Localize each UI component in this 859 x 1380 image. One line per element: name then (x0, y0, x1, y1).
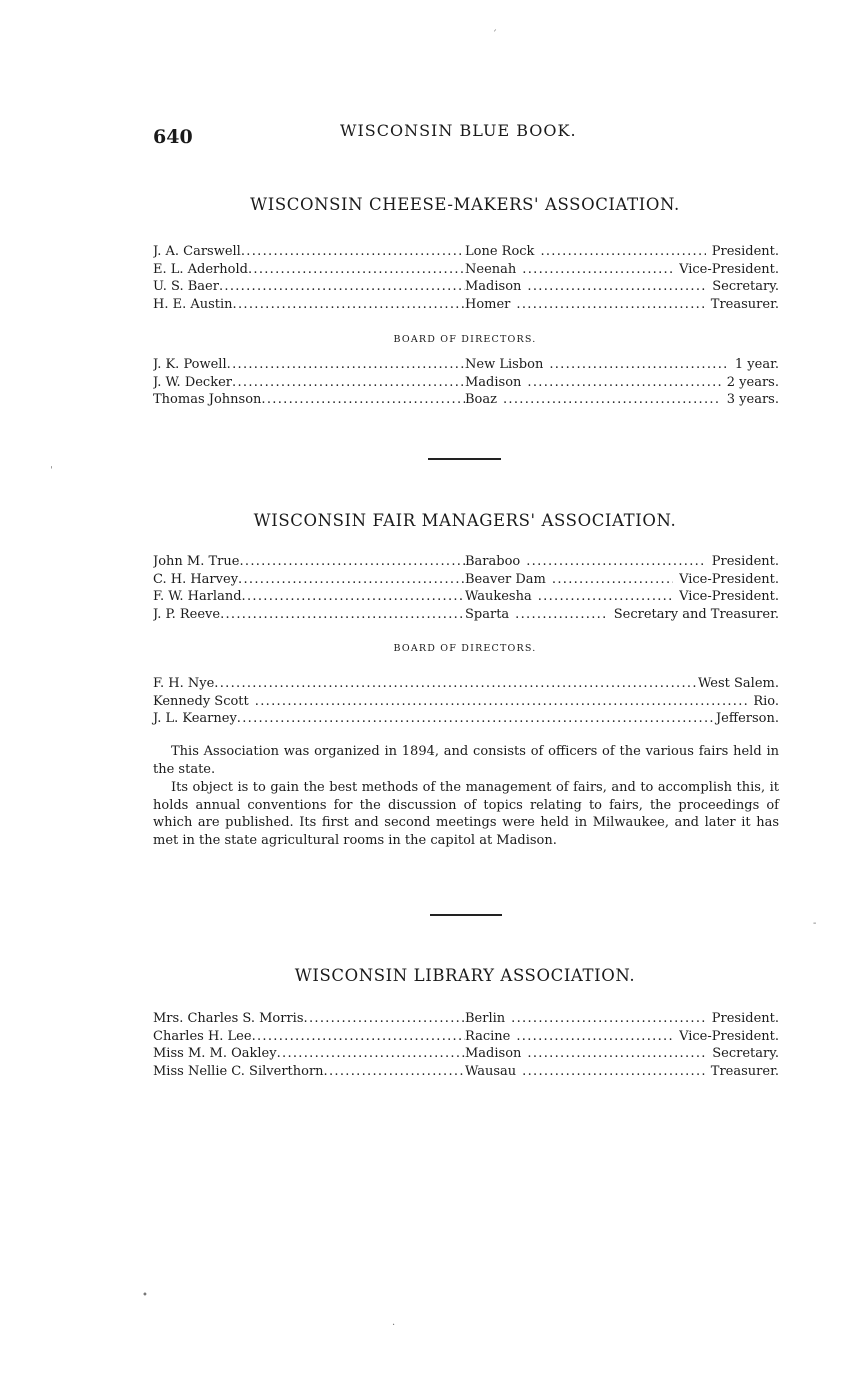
director-name: J. W. Decker (153, 374, 233, 390)
cheese-makers-board (153, 356, 779, 409)
director-row (153, 374, 779, 392)
officer-office: Vice-President. (679, 261, 779, 277)
scan-speck: ˊ (492, 30, 497, 41)
officer-row (153, 1028, 779, 1046)
officer-row (153, 261, 779, 279)
officer-row (153, 606, 779, 624)
officer-office: Treasurer. (710, 296, 779, 312)
director-place: West Salem. (698, 676, 779, 691)
fair-managers-officers (153, 553, 779, 623)
page-number: 640 (153, 126, 193, 148)
officer-place: Baraboo (465, 554, 521, 569)
officer-row (153, 1045, 779, 1063)
cheese-makers-officers (153, 243, 779, 313)
officer-row (153, 571, 779, 589)
director-place: Jefferson. (715, 711, 779, 726)
officer-row (153, 296, 779, 314)
officer-place: Sparta (465, 606, 510, 622)
director-row (153, 693, 779, 711)
officer-office: President. (711, 554, 779, 569)
officer-name: C. H. Harvey (153, 571, 239, 587)
running-title: WISCONSIN BLUE BOOK. (340, 121, 577, 140)
fair-managers-board (153, 675, 779, 728)
section-divider (430, 914, 502, 916)
fair-managers-board-title: BOARD OF DIRECTORS. (393, 643, 537, 654)
officer-name: Miss M. M. Oakley (153, 1046, 277, 1061)
officer-office: Secretary. (712, 279, 779, 294)
library-title: WISCONSIN LIBRARY ASSOCIATION. (294, 966, 636, 985)
director-row (153, 710, 779, 728)
officer-place: Lone Rock (465, 244, 535, 259)
officer-office: Vice-President. (679, 571, 779, 587)
scan-speck: · (392, 1320, 396, 1331)
officer-row (153, 1010, 779, 1028)
director-term: 1 year. (734, 357, 779, 372)
officer-office: Vice-President. (679, 1028, 779, 1044)
officer-name: F. W. Harland (153, 589, 242, 604)
officer-office: Secretary. (712, 1046, 779, 1061)
officer-row (153, 278, 779, 296)
director-place: Madison (465, 374, 522, 390)
director-name: F. H. Nye (153, 676, 215, 691)
director-row (153, 356, 779, 374)
officer-place: Madison (465, 1046, 522, 1061)
officer-name: E. L. Aderhold (153, 261, 248, 277)
officer-place: Berlin (465, 1011, 506, 1026)
officer-office: Secretary and Treasurer. (613, 606, 779, 622)
director-term: 3 years. (726, 392, 779, 407)
library-officers (153, 1010, 779, 1080)
officer-place: Waukesha (465, 589, 532, 604)
officer-place: Beaver Dam (465, 571, 546, 587)
officer-place: Neenah (465, 261, 517, 277)
officer-name: U. S. Baer (153, 279, 219, 294)
director-row (153, 391, 779, 409)
director-place: Rio. (753, 693, 779, 709)
cheese-makers-board-title: BOARD OF DIRECTORS. (393, 334, 537, 345)
officer-name: Miss Nellie C. Silverthorn (153, 1063, 324, 1079)
director-row (153, 675, 779, 693)
officer-row (153, 588, 779, 606)
officer-office: Vice-President. (679, 589, 779, 604)
director-name: Thomas Johnson (153, 392, 262, 407)
officer-place: Homer (465, 296, 511, 312)
scan-speck: ˈ (50, 466, 53, 477)
director-term: 2 years. (726, 374, 779, 390)
association-paragraph: Its object is to gain the best methods of the management of fairs, and to accomplish this, it holds annual conventions for the discussion of topics relating to fairs, the proceedings of which are published. Its first and second meetings were held in Milwaukee, and later it has met in the state agricultural rooms in the capitol at Madison. (153, 780, 779, 848)
officer-row (153, 243, 779, 261)
officer-place: Wausau (465, 1063, 517, 1079)
officer-place: Racine (465, 1028, 511, 1044)
officer-office: President. (711, 1011, 779, 1026)
officer-name: J. P. Reeve (153, 606, 221, 622)
officer-row (153, 553, 779, 571)
cheese-makers-title: WISCONSIN CHEESE-MAKERS' ASSOCIATION. (250, 195, 680, 214)
officer-row (153, 1063, 779, 1081)
officer-office: Treasurer. (710, 1063, 779, 1079)
officer-name: J. A. Carswell (153, 244, 241, 259)
association-paragraph: This Association was organized in 1894, and consists of officers of the various fairs held in the state. (153, 744, 779, 777)
officer-name: H. E. Austin (153, 296, 233, 312)
section-divider (428, 458, 501, 460)
officer-place: Madison (465, 279, 522, 294)
officer-name: Charles H. Lee (153, 1028, 252, 1044)
scan-speck: • (142, 1290, 148, 1301)
officer-office: President. (711, 244, 779, 259)
director-name: J. K. Powell (153, 357, 227, 372)
director-name: Kennedy Scott (153, 693, 249, 709)
officer-name: John M. True (153, 554, 240, 569)
director-place: Boaz (465, 392, 497, 407)
fair-managers-title: WISCONSIN FAIR MANAGERS' ASSOCIATION. (253, 511, 677, 530)
officer-name: Mrs. Charles S. Morris (153, 1011, 304, 1026)
scan-speck: - (813, 918, 817, 929)
director-name: J. L. Kearney (153, 711, 237, 726)
director-place: New Lisbon (465, 357, 544, 372)
